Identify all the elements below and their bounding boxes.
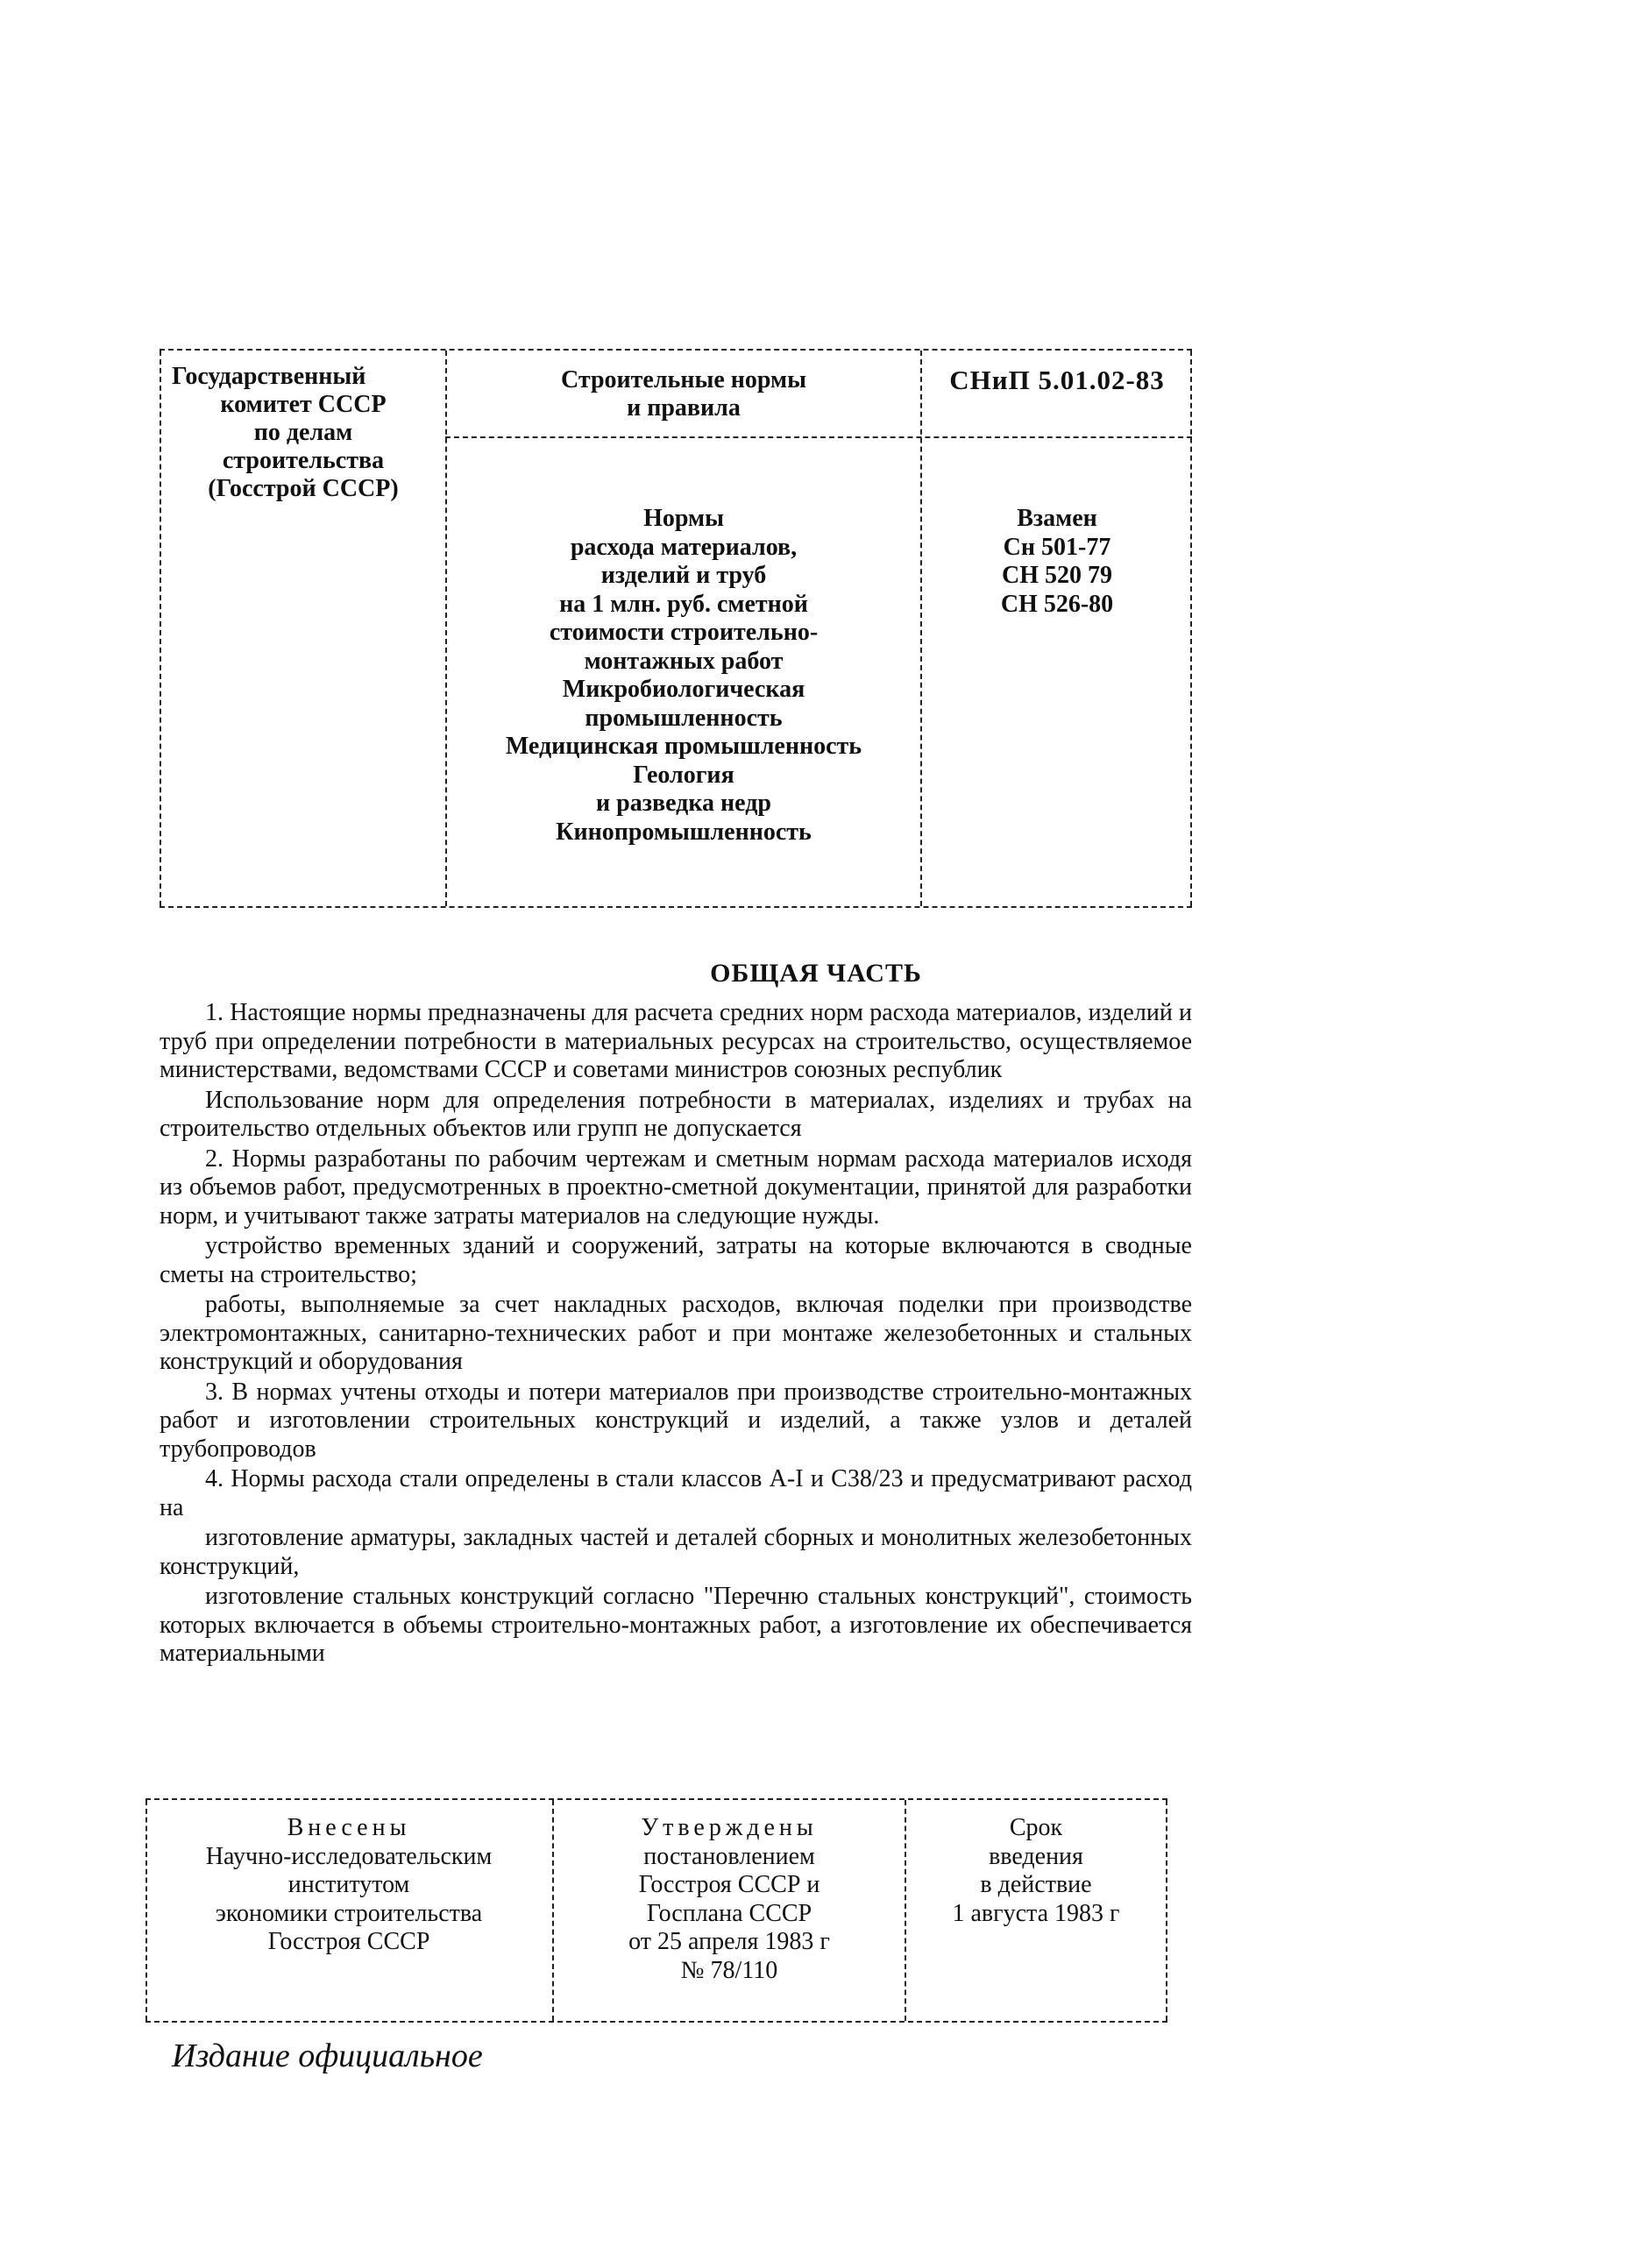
- approved-line: постановлением: [643, 1842, 815, 1870]
- table-border: [145, 1800, 147, 2021]
- title-line: расхода материалов,: [570, 533, 798, 561]
- header-table: [160, 349, 1192, 908]
- document-type: [449, 366, 919, 422]
- approved-line: от 25 апреля 1983 г: [628, 1928, 830, 1955]
- effective-line: введения: [989, 1842, 1083, 1870]
- effective-line: 1 августа 1983 г: [952, 1899, 1120, 1927]
- introduced-line: Госстроя СССР: [267, 1928, 430, 1955]
- effective-date: [908, 1814, 1164, 1928]
- paragraph: 1. Настоящие нормы предназначены для расчета средних норм расхода материалов, изделий и труб при определении потребности в материальных ресурсах на строительство, осуществляемое министерствами, ведомствами СССР и советами министров союзных республик: [160, 999, 1192, 1083]
- replaces-line: Взамен: [1017, 505, 1097, 532]
- introduced-line: Научно-исследовательским: [205, 1842, 493, 1870]
- title-line: монтажных работ: [584, 647, 784, 675]
- issuing-organization: [165, 363, 442, 503]
- table-border: [552, 1800, 554, 2021]
- table-border: [1190, 351, 1192, 906]
- introduced-by: [149, 1814, 549, 1957]
- paragraph: 2. Нормы разработаны по рабочим чертежам и сметным нормам расхода материалов исходя из объемов работ, предусмотренных в проектно-сметной документации, принятой для разработки норм, и учитывают также затраты материалов на следующие нужды.: [160, 1145, 1192, 1230]
- title-line: Кинопромышленность: [556, 818, 812, 846]
- introduced-title: Внесены: [287, 1814, 411, 1841]
- table-border: [445, 351, 447, 906]
- title-line: стоимости строительно-: [549, 619, 819, 646]
- org-line: комитет СССР: [220, 391, 387, 418]
- edition-note: Издание официальное: [172, 2038, 483, 2074]
- approved-line: Госплана СССР: [646, 1899, 812, 1927]
- paragraph: Использование норм для определения потребности в материалах, изделиях и трубах на строительство отдельных объектов или групп не допускается: [160, 1086, 1192, 1142]
- approved-line: № 78/110: [680, 1956, 778, 1984]
- replaces-documents: [926, 505, 1189, 619]
- paragraph: изготовление арматуры, закладных частей и деталей сборных и монолитных железобетонных конструкций,: [160, 1524, 1192, 1580]
- paragraph: 4. Нормы расхода стали определены в стали классов А-I и С38/23 и предусматривают расход на: [160, 1465, 1192, 1521]
- title-line: на 1 млн. руб. сметной: [559, 590, 808, 618]
- org-line: (Госстрой СССР): [208, 475, 399, 502]
- replaces-line: Сн 501-77: [1003, 533, 1111, 561]
- paragraph: устройство временных зданий и сооружений, затраты на которые включаются в сводные сметы на строительство;: [160, 1232, 1192, 1288]
- table-border: [445, 436, 1192, 438]
- doc-type-line: Строительные нормы: [561, 366, 806, 393]
- introduced-line: институтом: [287, 1871, 410, 1898]
- doc-type-line: и правила: [627, 394, 741, 422]
- title-line: Геология: [633, 761, 734, 789]
- section-body: [160, 999, 1192, 1669]
- table-border: [905, 1800, 906, 2021]
- paragraph: работы, выполняемые за счет накладных расходов, включая поделки при производстве электромонтажных, санитарно-технических работ и при монтаже железобетонных и стальных конструкций и оборудования: [160, 1291, 1192, 1375]
- table-border: [920, 351, 922, 906]
- document-title: [449, 505, 919, 847]
- table-border: [160, 351, 161, 906]
- paragraph: 3. В нормах учтены отходы и потери материалов при производстве строительно-монтажных работ и изготовлении строительных конструкций и изделий, а также узлов и деталей трубопроводов: [160, 1378, 1192, 1463]
- table-border: [1166, 1800, 1167, 2021]
- replaces-line: СН 520 79: [1002, 562, 1112, 589]
- footer-table: [145, 1798, 1167, 2023]
- approved-by: [556, 1814, 903, 1985]
- effective-line: Срок: [1009, 1814, 1063, 1841]
- title-line: Медицинская промышленность: [505, 733, 862, 760]
- approved-title: Утверждены: [641, 1814, 818, 1841]
- org-line: строительства: [222, 447, 385, 474]
- title-line: и разведка недр: [596, 790, 771, 817]
- title-line: Микробиологическая: [562, 676, 805, 703]
- paragraph: изготовление стальных конструкций согласно "Перечню стальных конструкций", стоимость которых включается в объемы строительно-монтажных работ, а изготовление их обеспечивается материальными: [160, 1583, 1192, 1667]
- effective-line: в действие: [980, 1871, 1092, 1898]
- document-code: СНиП 5.01.02-83: [949, 365, 1165, 395]
- title-line: Нормы: [643, 505, 724, 532]
- title-line: изделий и труб: [600, 562, 767, 589]
- replaces-line: СН 526-80: [1000, 590, 1114, 618]
- introduced-line: экономики строительства: [215, 1899, 483, 1927]
- org-line: Государственный: [172, 363, 366, 390]
- approved-line: Госстроя СССР и: [638, 1871, 820, 1898]
- org-line: по делам: [253, 419, 353, 446]
- section-heading: ОБЩАЯ ЧАСТЬ: [710, 959, 922, 988]
- title-line: промышленность: [585, 704, 783, 732]
